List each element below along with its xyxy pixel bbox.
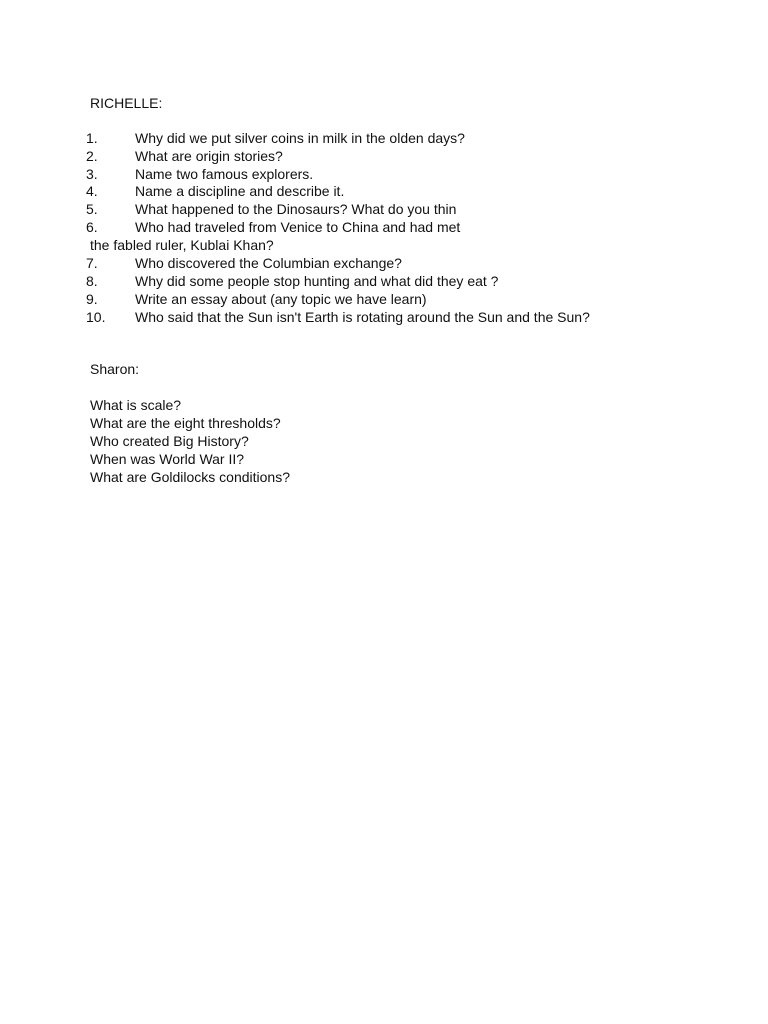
question-text: Write an essay about (any topic we have learn) — [135, 291, 427, 307]
sharon-heading: Sharon: — [90, 361, 140, 377]
question-item — [0, 129, 768, 147]
question-item — [0, 290, 768, 308]
question-number: 6. — [86, 219, 98, 235]
question-number: 8. — [86, 273, 98, 289]
sharon-question: Who created Big History? — [90, 433, 249, 449]
question-number: 1. — [86, 130, 98, 146]
question-text: Why did some people stop hunting and what did they eat ? — [135, 273, 499, 289]
sharon-question: What are the eight thresholds? — [90, 415, 281, 431]
question-number: 10. — [86, 309, 106, 325]
question-item — [0, 200, 768, 218]
question-item — [0, 272, 768, 290]
question-item — [0, 165, 768, 183]
question-number: 9. — [86, 291, 98, 307]
question-number: 2. — [86, 148, 98, 164]
question-text: Who said that the Sun isn't Earth is rotating around the Sun and the Sun? — [135, 309, 590, 325]
question-item — [0, 254, 768, 272]
question-number: 4. — [86, 183, 98, 199]
question-item — [0, 218, 768, 236]
question-item — [0, 308, 768, 326]
question-continuation: the fabled ruler, Kublai Khan? — [90, 237, 274, 253]
richelle-heading: RICHELLE: — [90, 95, 163, 111]
question-number: 7. — [86, 255, 98, 271]
question-item — [0, 147, 768, 165]
question-number: 3. — [86, 166, 98, 182]
question-text: Name a discipline and describe it. — [135, 183, 345, 199]
question-text: Name two famous explorers. — [135, 166, 314, 182]
question-text: What are origin stories? — [135, 148, 283, 164]
question-text: Who had traveled from Venice to China and had met — [135, 219, 461, 235]
question-text: Who discovered the Columbian exchange? — [135, 255, 402, 271]
question-text: What happened to the Dinosaurs? What do you thin — [135, 201, 457, 217]
question-text: Why did we put silver coins in milk in the olden days? — [135, 130, 465, 146]
sharon-question: What are Goldilocks conditions? — [90, 469, 290, 485]
question-item — [0, 182, 768, 200]
sharon-question: What is scale? — [90, 397, 182, 413]
sharon-question: When was World War II? — [90, 451, 245, 467]
question-number: 5. — [86, 201, 98, 217]
